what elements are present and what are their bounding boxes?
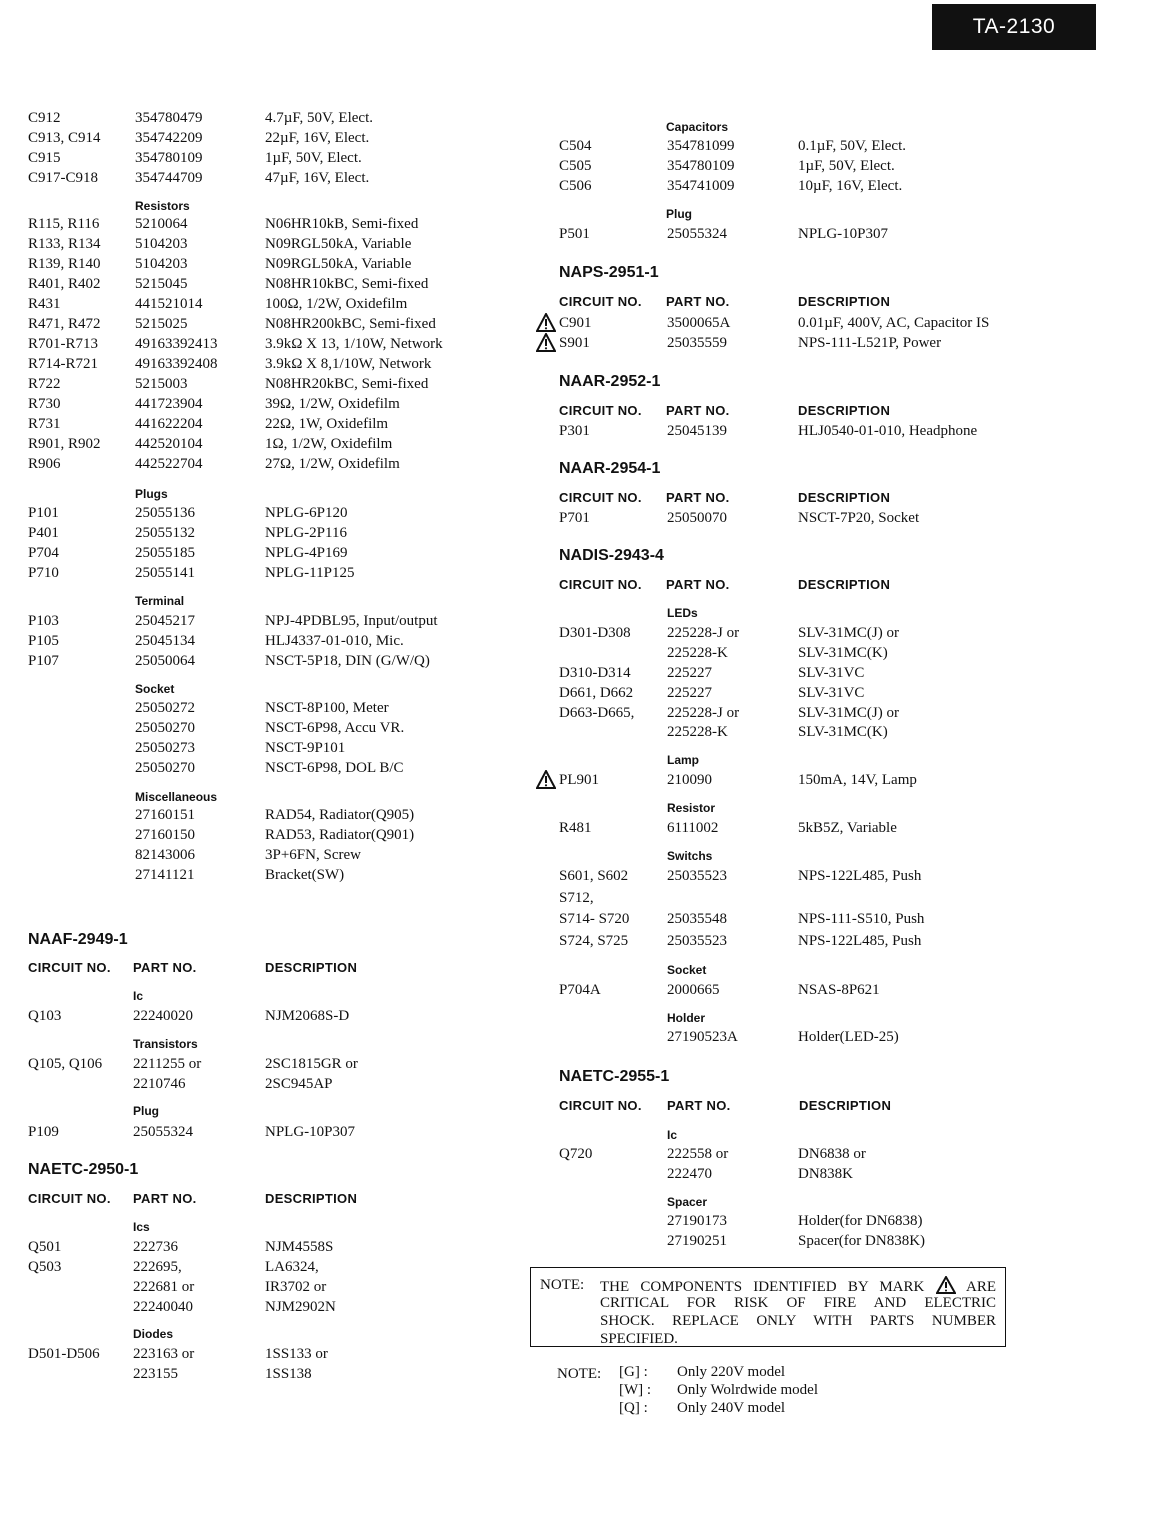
section-title: NAAR-2952-1 [559,373,661,390]
column-header-part-no: PART NO. [666,294,730,309]
cell-part-no: 25050270 [135,760,195,776]
cell-part-no: 25035523 [667,868,727,884]
subheading-ic: Ic [133,989,144,1003]
column-header-description: DESCRIPTION [798,577,891,592]
cell-circuit-no: C915 [28,150,61,166]
column-header-part-no: PART NO. [133,960,197,975]
column-header-circuit-no: CIRCUIT NO. [559,577,642,592]
cell-description: NSCT-8P100, Meter [265,700,389,716]
cell-description: N09RGL50kA, Variable [265,256,412,272]
subheading-plug: Plug [133,1104,159,1118]
cell-circuit-no: P101 [28,505,59,521]
cell-part-no: 442520104 [135,436,203,452]
cell-description: SLV-31MC(J) or [798,705,899,721]
cell-description: SLV-31MC(K) [798,645,888,661]
cell-part-no: 223155 [133,1366,178,1382]
cell-circuit-no: S712, [559,890,594,906]
cell-description: 2SC945AP [265,1076,333,1092]
model-note-code: [G] : [619,1364,648,1380]
cell-description: 1Ω, 1/2W, Oxidefilm [265,436,393,452]
cell-description: 1µF, 50V, Elect. [798,158,895,174]
cell-circuit-no: S724, S725 [559,933,629,949]
cell-part-no: 25050272 [135,700,195,716]
cell-description: SLV-31MC(K) [798,724,888,740]
section-title: NAETC-2955-1 [559,1068,670,1085]
cell-description: NJM2068S-D [265,1008,350,1024]
cell-part-no: 25045217 [135,613,195,629]
column-header-circuit-no: CIRCUIT NO. [28,1191,111,1206]
cell-description: 3.9kΩ X 8,1/10W, Network [265,356,432,372]
subheading-plug: Plug [666,207,692,221]
cell-part-no: 223163 or [133,1346,195,1362]
cell-description: Bracket(SW) [265,867,345,883]
cell-circuit-no: Q720 [559,1146,593,1162]
cell-circuit-no: R730 [28,396,61,412]
cell-circuit-no: Q503 [28,1259,62,1275]
cell-description: NJM4558S [265,1239,334,1255]
cell-part-no: 27141121 [135,867,195,883]
cell-part-no: 25055324 [667,226,727,242]
cell-part-no: 5215003 [135,376,188,392]
subheading-socket: Socket [667,963,707,977]
cell-circuit-no: R115, R116 [28,216,100,232]
cell-description: Holder(for DN6838) [798,1213,923,1229]
cell-description: N09RGL50kA, Variable [265,236,412,252]
cell-part-no: 441622204 [135,416,203,432]
cell-circuit-no: C913, C914 [28,130,101,146]
cell-description: 2SC1815GR or [265,1056,358,1072]
cell-circuit-no: D661, D662 [559,685,634,701]
subheading-switchs: Switchs [667,849,713,863]
subheading-holder: Holder [667,1011,706,1025]
cell-part-no: 25035548 [667,911,727,927]
cell-part-no: 22240020 [133,1008,193,1024]
cell-description: NPLG-11P125 [265,565,355,581]
cell-circuit-no: R481 [559,820,592,836]
cell-circuit-no: P401 [28,525,59,541]
cell-part-no: 222558 or [667,1146,729,1162]
subheading-plugs: Plugs [135,487,168,501]
section-title: NAAR-2954-1 [559,460,661,477]
cell-description: NPLG-2P116 [265,525,347,541]
cell-description: 1SS138 [265,1366,312,1382]
cell-part-no: 25045134 [135,633,195,649]
cell-description: DN838K [798,1166,853,1182]
cell-description: NSCT-5P18, DIN (G/W/Q) [265,653,430,669]
cell-circuit-no: C917-C918 [28,170,99,186]
cell-description: NSCT-9P101 [265,740,346,756]
cell-part-no: 354742209 [135,130,203,146]
column-header-part-no: PART NO. [666,403,730,418]
cell-circuit-no: P105 [28,633,59,649]
cell-circuit-no: D663-D665, [559,705,635,721]
cell-part-no: 222681 or [133,1279,195,1295]
cell-circuit-no: S601, S602 [559,868,629,884]
cell-circuit-no: Q501 [28,1239,62,1255]
cell-part-no: 3500065A [667,315,731,331]
cell-description: NPLG-6P120 [265,505,348,521]
cell-description: DN6838 or [798,1146,866,1162]
warning-triangle-icon [936,1276,956,1294]
cell-description: 47µF, 16V, Elect. [265,170,370,186]
cell-part-no: 25035559 [667,335,727,351]
safety-note-line-2: CRITICAL FOR RISK OF FIRE AND ELECTRIC [600,1295,996,1311]
cell-part-no: 25055185 [135,545,195,561]
cell-part-no: 25050273 [135,740,195,756]
cell-description: Spacer(for DN838K) [798,1233,926,1249]
cell-part-no: 222736 [133,1239,178,1255]
cell-part-no: 5215025 [135,316,188,332]
cell-part-no: 25035523 [667,933,727,949]
subheading-terminal: Terminal [135,594,185,608]
cell-part-no: 25055132 [135,525,195,541]
cell-part-no: 25055324 [133,1124,193,1140]
cell-circuit-no: C901 [559,315,592,331]
cell-description: 3.9kΩ X 13, 1/10W, Network [265,336,443,352]
cell-description: RAD54, Radiator(Q905) [265,807,415,823]
cell-part-no: 225228-K [667,645,728,661]
cell-part-no: 22240040 [133,1299,193,1315]
cell-circuit-no: R722 [28,376,61,392]
cell-description: NPS-122L485, Push [798,868,922,884]
column-header-description: DESCRIPTION [265,960,358,975]
cell-description: 22µF, 16V, Elect. [265,130,370,146]
cell-description: NJM2902N [265,1299,336,1315]
cell-circuit-no: C912 [28,110,61,126]
cell-description: 27Ω, 1/2W, Oxidefilm [265,456,400,472]
cell-description: 0.1µF, 50V, Elect. [798,138,906,154]
cell-part-no: 354780109 [135,150,203,166]
cell-circuit-no: Q103 [28,1008,62,1024]
subheading-resistor: Resistor [667,801,716,815]
cell-circuit-no: D501-D506 [28,1346,100,1362]
cell-circuit-no: R431 [28,296,61,312]
cell-description: NSCT-6P98, DOL B/C [265,760,404,776]
cell-description: SLV-31MC(J) or [798,625,899,641]
cell-circuit-no: D310-D314 [559,665,631,681]
model-note-text: Only Wolrdwide model [677,1382,818,1398]
section-title: NAPS-2951-1 [559,264,659,281]
cell-description: SLV-31VC [798,665,865,681]
cell-part-no: 225227 [667,665,712,681]
column-header-part-no: PART NO. [666,577,730,592]
column-header-part-no: PART NO. [666,490,730,505]
cell-description: N08HR10kBC, Semi-fixed [265,276,429,292]
cell-circuit-no: R471, R472 [28,316,101,332]
cell-description: NPS-122L485, Push [798,933,922,949]
cell-circuit-no: R731 [28,416,61,432]
cell-part-no: 49163392413 [135,336,218,352]
cell-description: 3P+6FN, Screw [265,847,361,863]
cell-part-no: 442522704 [135,456,203,472]
cell-part-no: 27160151 [135,807,195,823]
column-header-description: DESCRIPTION [798,490,891,505]
cell-part-no: 222695, [133,1259,182,1275]
cell-part-no: 441723904 [135,396,203,412]
cell-part-no: 354780109 [667,158,735,174]
cell-part-no: 82143006 [135,847,195,863]
cell-part-no: 5215045 [135,276,188,292]
cell-circuit-no: P701 [559,510,590,526]
cell-part-no: 354744709 [135,170,203,186]
cell-circuit-no: D301-D308 [559,625,631,641]
column-header-circuit-no: CIRCUIT NO. [559,1098,642,1113]
subheading-lamp: Lamp [667,753,700,767]
cell-circuit-no: C505 [559,158,592,174]
cell-part-no: 6111002 [667,820,719,836]
warning-triangle-icon [536,333,556,352]
cell-circuit-no: S901 [559,335,590,351]
cell-description: 150mA, 14V, Lamp [798,772,917,788]
cell-circuit-no: P301 [559,423,590,439]
cell-part-no: 25055141 [135,565,195,581]
cell-circuit-no: P103 [28,613,59,629]
subheading-ics: Ics [133,1220,150,1234]
safety-note-line-3: SHOCK. REPLACE ONLY WITH PARTS NUMBER [600,1313,996,1329]
cell-part-no: 5104203 [135,256,188,272]
cell-description: 1µF, 50V, Elect. [265,150,362,166]
model-note-text: Only 220V model [677,1364,786,1380]
column-header-circuit-no: CIRCUIT NO. [28,960,111,975]
cell-part-no: 49163392408 [135,356,218,372]
cell-description: N08HR200kBC, Semi-fixed [265,316,436,332]
column-header-description: DESCRIPTION [798,403,891,418]
cell-description: RAD53, Radiator(Q901) [265,827,415,843]
cell-part-no: 25050070 [667,510,727,526]
subheading-miscellaneous: Miscellaneous [135,790,218,804]
model-number: TA-2130 [972,15,1056,38]
safety-note-box [530,1267,1006,1347]
model-note-code: [W] : [619,1382,652,1398]
cell-circuit-no: P501 [559,226,590,242]
cell-circuit-no: P109 [28,1124,59,1140]
cell-part-no: 441521014 [135,296,203,312]
cell-description: NPS-111-S510, Push [798,911,925,927]
section-title: NAAF-2949-1 [28,931,128,948]
section-title: NADIS-2943-4 [559,547,664,564]
cell-part-no: 27190251 [667,1233,727,1249]
cell-description: Holder(LED-25) [798,1029,899,1045]
subheading-capacitors: Capacitors [666,120,729,134]
cell-part-no: 225228-J or [667,705,740,721]
model-badge [932,4,1096,50]
cell-description: 4.7µF, 50V, Elect. [265,110,373,126]
cell-circuit-no: S714- S720 [559,911,630,927]
cell-description: 0.01µF, 400V, AC, Capacitor IS [798,315,990,331]
cell-part-no: 25055136 [135,505,195,521]
cell-description: NPS-111-L521P, Power [798,335,942,351]
cell-circuit-no: C504 [559,138,592,154]
cell-description: N06HR10kB, Semi-fixed [265,216,419,232]
cell-description: NPLG-4P169 [265,545,348,561]
cell-part-no: 25045139 [667,423,727,439]
cell-part-no: 25050064 [135,653,195,669]
cell-description: NPJ-4PDBL95, Input/output [265,613,438,629]
safety-note-prefix: NOTE: [540,1277,585,1293]
cell-circuit-no: P704 [28,545,59,561]
cell-description: 22Ω, 1W, Oxidefilm [265,416,389,432]
cell-description: NSCT-7P20, Socket [798,510,920,526]
cell-description: NPLG-10P307 [798,226,889,242]
cell-description: SLV-31VC [798,685,865,701]
cell-description: NSAS-8P621 [798,982,880,998]
cell-circuit-no: P107 [28,653,59,669]
column-header-description: DESCRIPTION [799,1098,892,1113]
cell-description: IR3702 or [265,1279,327,1295]
cell-description: 5kB5Z, Variable [798,820,897,836]
cell-part-no: 225228-J or [667,625,740,641]
cell-circuit-no: R401, R402 [28,276,101,292]
cell-description: HLJ0540-01-010, Headphone [798,423,978,439]
cell-part-no: 25050270 [135,720,195,736]
subheading-ic: Ic [667,1128,678,1142]
cell-description: NSCT-6P98, Accu VR. [265,720,405,736]
warning-triangle-icon [536,770,556,789]
subheading-resistors: Resistors [135,199,190,213]
cell-description: N08HR20kBC, Semi-fixed [265,376,429,392]
cell-circuit-no: PL901 [559,772,600,788]
column-header-circuit-no: CIRCUIT NO. [559,403,642,418]
safety-note-line-4: SPECIFIED. [600,1331,678,1347]
cell-part-no: 225228-K [667,724,728,740]
cell-part-no: 27190523A [667,1029,738,1045]
model-note-prefix: NOTE: [557,1366,602,1382]
subheading-socket: Socket [135,682,175,696]
subheading-leds: LEDs [667,606,698,620]
cell-circuit-no: R133, R134 [28,236,101,252]
column-header-part-no: PART NO. [667,1098,731,1113]
column-header-circuit-no: CIRCUIT NO. [559,490,642,505]
subheading-spacer: Spacer [667,1195,708,1209]
cell-description: 10µF, 16V, Elect. [798,178,903,194]
cell-circuit-no: Q105, Q106 [28,1056,103,1072]
cell-part-no: 222470 [667,1166,712,1182]
cell-part-no: 27160150 [135,827,195,843]
cell-part-no: 2211255 or [133,1056,202,1072]
warning-triangle-icon [536,313,556,332]
cell-circuit-no: R701-R713 [28,336,99,352]
section-title: NAETC-2950-1 [28,1161,139,1178]
cell-description: 39Ω, 1/2W, Oxidefilm [265,396,400,412]
cell-description: 100Ω, 1/2W, Oxidefilm [265,296,408,312]
column-header-description: DESCRIPTION [798,294,891,309]
column-header-description: DESCRIPTION [265,1191,358,1206]
column-header-part-no: PART NO. [133,1191,197,1206]
cell-circuit-no: C506 [559,178,592,194]
cell-part-no: 354741009 [667,178,735,194]
cell-circuit-no: R906 [28,456,61,472]
cell-part-no: 225227 [667,685,712,701]
cell-part-no: 2000665 [667,982,720,998]
cell-description: HLJ4337-01-010, Mic. [265,633,404,649]
cell-part-no: 210090 [667,772,712,788]
cell-part-no: 2210746 [133,1076,186,1092]
cell-circuit-no: R139, R140 [28,256,101,272]
cell-description: NPLG-10P307 [265,1124,356,1140]
cell-part-no: 27190173 [667,1213,727,1229]
cell-part-no: 354781099 [667,138,735,154]
cell-part-no: 5210064 [135,216,188,232]
cell-circuit-no: P704A [559,982,601,998]
cell-part-no: 5104203 [135,236,188,252]
cell-circuit-no: P710 [28,565,59,581]
cell-circuit-no: R714-R721 [28,356,99,372]
model-note-code: [Q] : [619,1400,648,1416]
safety-note-line-1: THE COMPONENTS IDENTIFIED BY MARK ARE [600,1276,996,1296]
column-header-circuit-no: CIRCUIT NO. [559,294,642,309]
model-note-text: Only 240V model [677,1400,786,1416]
cell-description: 1SS133 or [265,1346,328,1362]
subheading-transistors: Transistors [133,1037,198,1051]
cell-circuit-no: R901, R902 [28,436,101,452]
cell-part-no: 354780479 [135,110,203,126]
subheading-diodes: Diodes [133,1327,174,1341]
cell-description: LA6324, [265,1259,319,1275]
